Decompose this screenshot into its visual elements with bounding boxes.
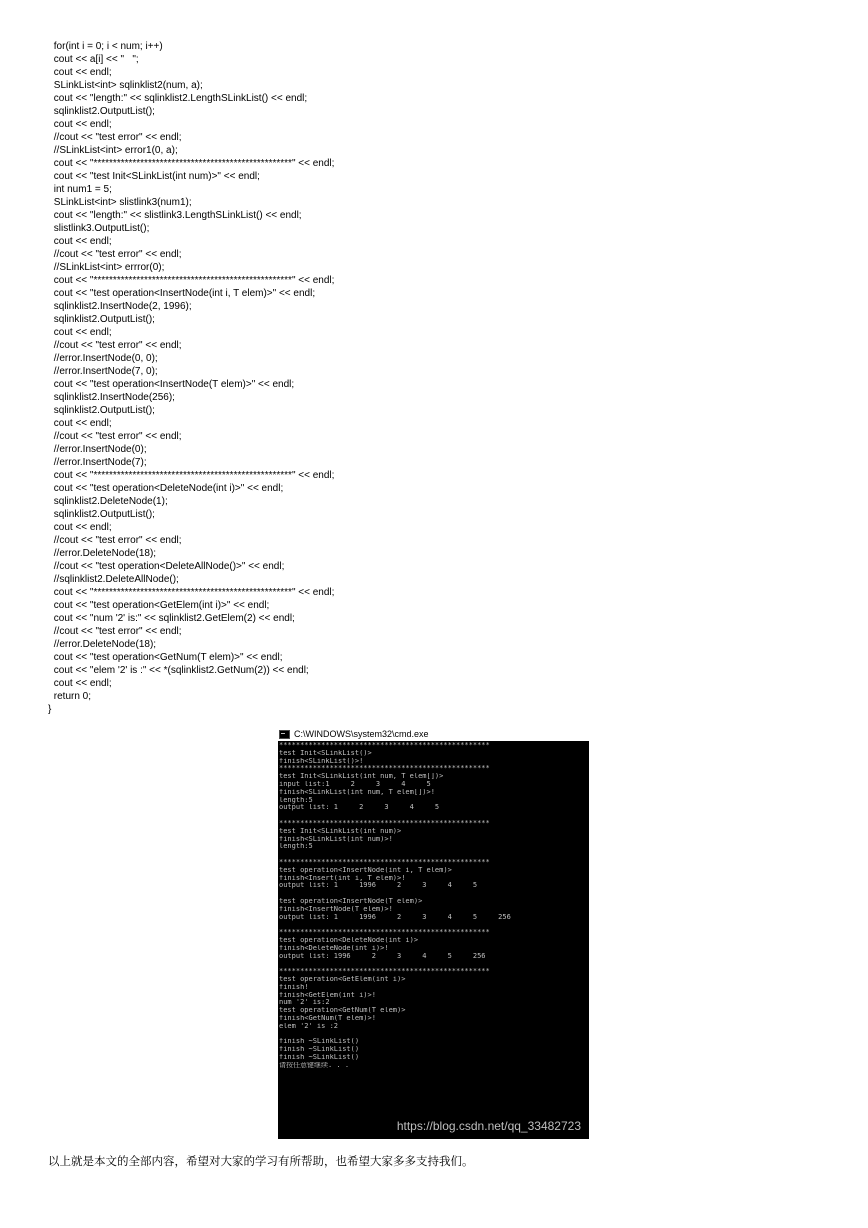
console-output — [278, 742, 590, 1122]
console-line: 请按任意键继续. . . — [279, 1061, 350, 1069]
console-line: test operation<InsertNode(int i, T elem)> — [279, 866, 452, 874]
code-line: cout << endl; — [51, 67, 112, 78]
console-line: length:5 — [279, 843, 313, 851]
console-line: finish<SLinkList()>! — [279, 757, 364, 765]
code-line: cout << "test Init<SLinkList(int num)>" << endl; — [51, 171, 260, 182]
console-title: C:\WINDOWS\system32\cmd.exe — [294, 729, 429, 739]
console-line: elem '2' is :2 — [279, 1022, 339, 1030]
console-watermark: https://blog.csdn.net/qq_33482723 — [396, 1119, 581, 1133]
code-line: //error.InsertNode(0); — [51, 444, 147, 455]
console-line — [279, 890, 590, 898]
code-line: int num1 = 5; — [51, 184, 112, 195]
code-line: cout << a[i] << " "; — [51, 54, 139, 65]
code-line: //cout << "test error" << endl; — [51, 431, 182, 442]
code-line: //error.InsertNode(0, 0); — [51, 353, 158, 364]
console-line: finish<DeleteNode(int i)>! — [279, 944, 389, 952]
code-line: sqlinklist2.OutputList(); — [51, 509, 155, 520]
code-line: cout << "elem '2' is :" << *(sqlinklist2.GetNum(2)) << endl; — [51, 665, 309, 676]
code-line: //cout << "test error" << endl; — [51, 132, 182, 143]
code-line: sqlinklist2.InsertNode(256); — [51, 392, 175, 403]
code-line: } — [48, 704, 52, 715]
console-line — [279, 812, 590, 820]
code-line: //error.DeleteNode(18); — [51, 548, 157, 559]
code-line: //error.InsertNode(7); — [51, 457, 147, 468]
console-line: finish<Insert(int i, T elem)>! — [279, 874, 406, 882]
code-line: cout << "***************************************************" << endl; — [51, 587, 335, 598]
code-line: //cout << "test error" << endl; — [51, 249, 182, 260]
console-line: length:5 — [279, 796, 313, 804]
console-line: output list: 1996 2 3 4 5 256 — [279, 952, 486, 960]
closing-paragraph: 以上就是本文的全部内容，希望对大家的学习有所帮助，也希望大家多多支持我们。 — [48, 1154, 474, 1168]
code-line: cout << endl; — [51, 119, 112, 130]
console-line: test Init<SLinkList()> — [279, 749, 372, 757]
console-line — [279, 921, 590, 929]
console-line: ************************************************** — [279, 858, 490, 866]
console-line: ************************************************** — [279, 929, 490, 937]
code-line: cout << "length:" << slistlink3.LengthSLinkList() << endl; — [51, 210, 302, 221]
code-line: return 0; — [51, 691, 92, 702]
code-line: cout << endl; — [51, 236, 112, 247]
code-line: //cout << "test error" << endl; — [51, 340, 182, 351]
console-line: ************************************************** — [279, 765, 490, 773]
code-line: //SLinkList<int> errror(0); — [51, 262, 165, 273]
code-listing — [48, 40, 808, 716]
console-titlebar — [278, 727, 589, 741]
code-line: sqlinklist2.InsertNode(2, 1996); — [51, 301, 192, 312]
console-line: test operation<InsertNode(T elem)> — [279, 897, 423, 905]
console-line: finish! — [279, 983, 309, 991]
code-line: for(int i = 0; i < num; i++) — [51, 41, 163, 52]
console-line: test operation<GetElem(int i)> — [279, 975, 406, 983]
console-line: finish ~SLinkList() — [279, 1053, 360, 1061]
code-line: cout << "test operation<GetNum(T elem)>" << endl; — [51, 652, 283, 663]
console-line — [279, 851, 590, 859]
code-line: //cout << "test operation<DeleteAllNode()>" << endl; — [51, 561, 285, 572]
console-line — [279, 1030, 590, 1038]
console-line — [279, 960, 590, 968]
console-line: ************************************************** — [279, 742, 490, 749]
code-line: sqlinklist2.OutputList(); — [51, 405, 155, 416]
code-line: cout << endl; — [51, 678, 112, 689]
code-line: //cout << "test error" << endl; — [51, 535, 182, 546]
console-line: input list:1 2 3 4 5 — [279, 780, 431, 788]
console-line: finish<SLinkList(int num)>! — [279, 835, 393, 843]
console-line: finish ~SLinkList() — [279, 1046, 360, 1054]
code-line: //error.DeleteNode(18); — [51, 639, 157, 650]
console-line: num '2' is:2 — [279, 999, 330, 1007]
code-line: //cout << "test error" << endl; — [51, 626, 182, 637]
console-line: output list: 1 1996 2 3 4 5 — [279, 882, 478, 890]
code-line: sqlinklist2.OutputList(); — [51, 314, 155, 325]
code-line: //sqlinklist2.DeleteAllNode(); — [51, 574, 179, 585]
code-line: cout << "test operation<InsertNode(int i, T elem)>" << endl; — [51, 288, 316, 299]
code-line: cout << "test operation<InsertNode(T elem)>" << endl; — [51, 379, 295, 390]
console-line: test Init<SLinkList(int num)> — [279, 827, 402, 835]
console-line: output list: 1 1996 2 3 4 5 256 — [279, 913, 511, 921]
code-line: SLinkList<int> sqlinklist2(num, a); — [51, 80, 203, 91]
code-line: cout << "***************************************************" << endl; — [51, 158, 335, 169]
console-line: test operation<GetNum(T elem)> — [279, 1007, 406, 1015]
code-line: cout << "test operation<GetElem(int i)>" << endl; — [51, 600, 270, 611]
console-line: test operation<DeleteNode(int i)> — [279, 936, 419, 944]
code-line: cout << "***************************************************" << endl; — [51, 275, 335, 286]
console-screenshot — [278, 727, 589, 1139]
code-line: cout << "length:" << sqlinklist2.LengthSLinkList() << endl; — [51, 93, 308, 104]
code-line: cout << endl; — [51, 418, 112, 429]
code-line: cout << "***************************************************" << endl; — [51, 470, 335, 481]
console-line: finish<GetElem(int i)>! — [279, 991, 376, 999]
code-line: cout << endl; — [51, 327, 112, 338]
code-line: SLinkList<int> slistlink3(num1); — [51, 197, 192, 208]
code-line: //SLinkList<int> error1(0, a); — [51, 145, 178, 156]
code-line: sqlinklist2.OutputList(); — [51, 106, 155, 117]
console-line: finish<InsertNode(T elem)>! — [279, 905, 393, 913]
code-line: cout << "test operation<DeleteNode(int i)>" << endl; — [51, 483, 284, 494]
console-line: test Init<SLinkList(int num, T elem[])> — [279, 773, 444, 781]
console-line: finish ~SLinkList() — [279, 1038, 360, 1046]
code-line: //error.InsertNode(7, 0); — [51, 366, 158, 377]
code-line: cout << endl; — [51, 522, 112, 533]
console-line: finish<SLinkList(int num, T elem[])>! — [279, 788, 435, 796]
code-line: sqlinklist2.DeleteNode(1); — [51, 496, 168, 507]
console-line: ************************************************** — [279, 819, 490, 827]
code-line: slistlink3.OutputList(); — [51, 223, 150, 234]
cmd-icon — [279, 730, 290, 739]
console-line: ************************************************** — [279, 968, 490, 976]
code-line: cout << "num '2' is:" << sqlinklist2.GetElem(2) << endl; — [51, 613, 295, 624]
console-line: output list: 1 2 3 4 5 — [279, 804, 440, 812]
console-line: finish<GetNum(T elem)>! — [279, 1014, 376, 1022]
